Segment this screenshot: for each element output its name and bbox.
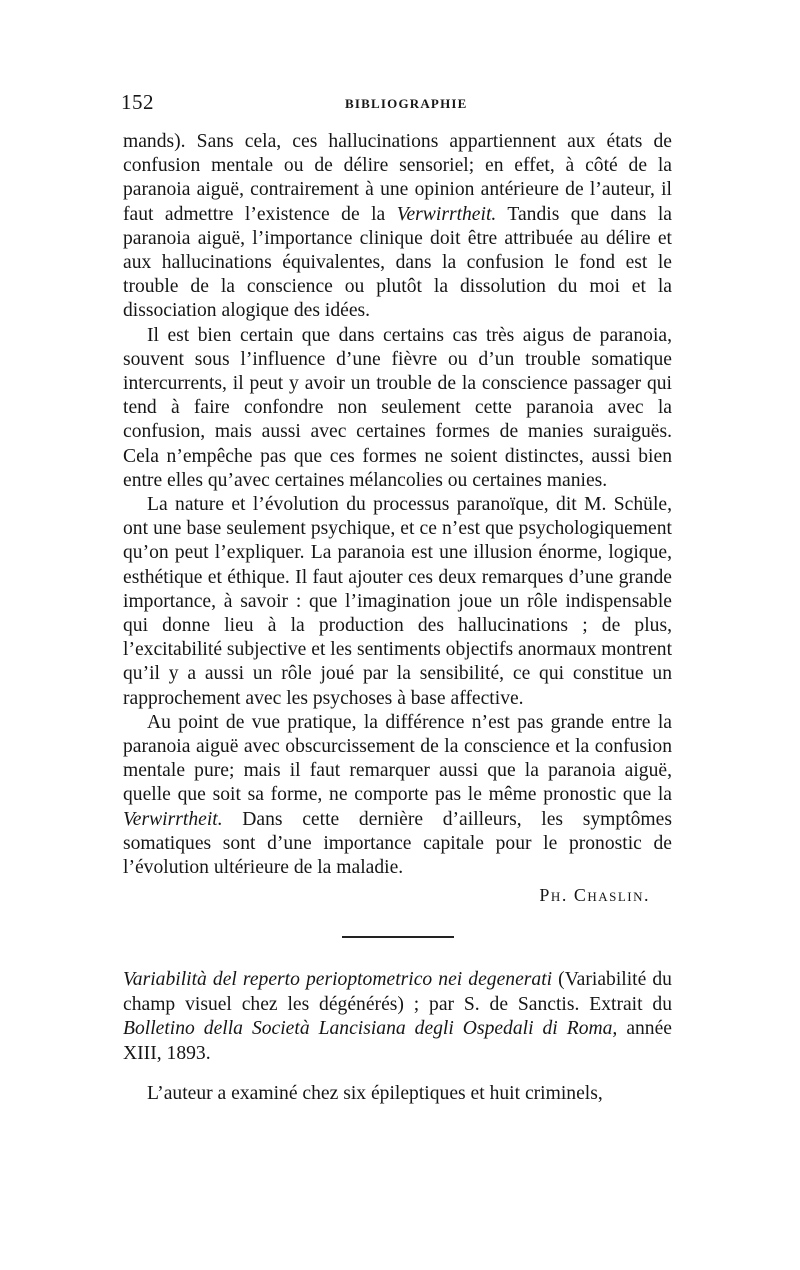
running-title: BIBLIOGRAPHIE: [345, 96, 468, 111]
review-title: Variabilità del reperto perioptometrico nei degenerati: [123, 969, 553, 991]
paragraph-1-text-end: Tandis que dans la paranoia aiguë, l’importance clinique doit être attribuée au délire et aux hallucinations équivalentes, dans la confusion le fond est le trouble de la conscience ou plutôt la dissolution du moi et la dissociation alogique des idées.: [123, 203, 672, 322]
document-page: [123, 88, 672, 1106]
paragraph-4: [123, 711, 672, 880]
paragraph-1: [123, 130, 672, 324]
paragraph-4-text-end: Dans cette dernière d’ailleurs, les symptômes somatiques sont d’une importance capitale pour le pronostic de l’évolution ultérieure de la maladie.: [123, 808, 672, 879]
page-number: 152: [121, 90, 154, 114]
review-body: L’auteur a examiné chez six épileptiques et huit criminels,: [147, 1082, 603, 1104]
page-header: [123, 88, 672, 130]
paragraph-4-term: Verwirrtheit.: [123, 808, 223, 830]
paragraph-1-term: Verwirrtheit.: [396, 203, 497, 225]
review-entry: [123, 968, 672, 1066]
paragraph-1-text: mands). Sans cela, ces hallucinations appartiennent aux états de confusion mentale ou de délire sensoriel; en effet, à côté de la paranoia aiguë, contrairement à une opinion antérieure de l’auteur, il faut admettre l’existence de la: [123, 131, 672, 225]
paragraph-3: La nature et l’évolution du processus paranoïque, dit M. Schüle, ont une base seulement psychique, et ce n’est que psychologiquement qu’on peut l’expliquer. La paranoia est une illusion énorme, logique, esthétique et éthique. Il faut ajouter ces deux remarques d’une grande importance, à savoir : que l’imagination joue un rôle indispensable qui donne lieu à la production des hallucinations ; de plus, l’excitabilité subjective et les sentiments objectifs anormaux montrent qu’il y a aussi un rôle joué par la sensibilité, ce qui constitue un rapprochement avec les psychoses à base affective.: [123, 494, 673, 709]
paragraph-2: Il est bien certain que dans certains cas très aigus de paranoia, souvent sous l’influence d’une fièvre ou d’un trouble somatique intercurrents, il peut y avoir un trouble de la conscience passager qui tend à faire confondre non seulement cette paranoia avec la confusion, mais aussi avec certaines formes de manies suraiguës. Cela n’empêche pas que ces formes ne soient distinctes, aussi bien entre elles qu’avec certaines mélancolies ou certaines manies.: [123, 324, 672, 491]
review-citation: (Variabilité du champ visuel chez les dégénérés) ; par S. de Sanctis. Extrait du: [123, 969, 672, 1015]
section-divider: [342, 936, 454, 938]
review-journal: Bolletino della Società Lancisiana degli Ospedali di Roma,: [123, 1018, 618, 1040]
author-signature: Ph. Chaslin.: [539, 885, 650, 906]
paragraph-4-text: Au point de vue pratique, la différence n’est pas grande entre la paranoia aiguë avec obscurcissement de la conscience et la confusion mentale pure; mais il faut remarquer aussi que la paranoia aiguë, quelle que soit sa forme, ne comporte pas le même pronostic que la: [123, 711, 672, 806]
review-year: année XIII, 1893.: [123, 1018, 672, 1065]
